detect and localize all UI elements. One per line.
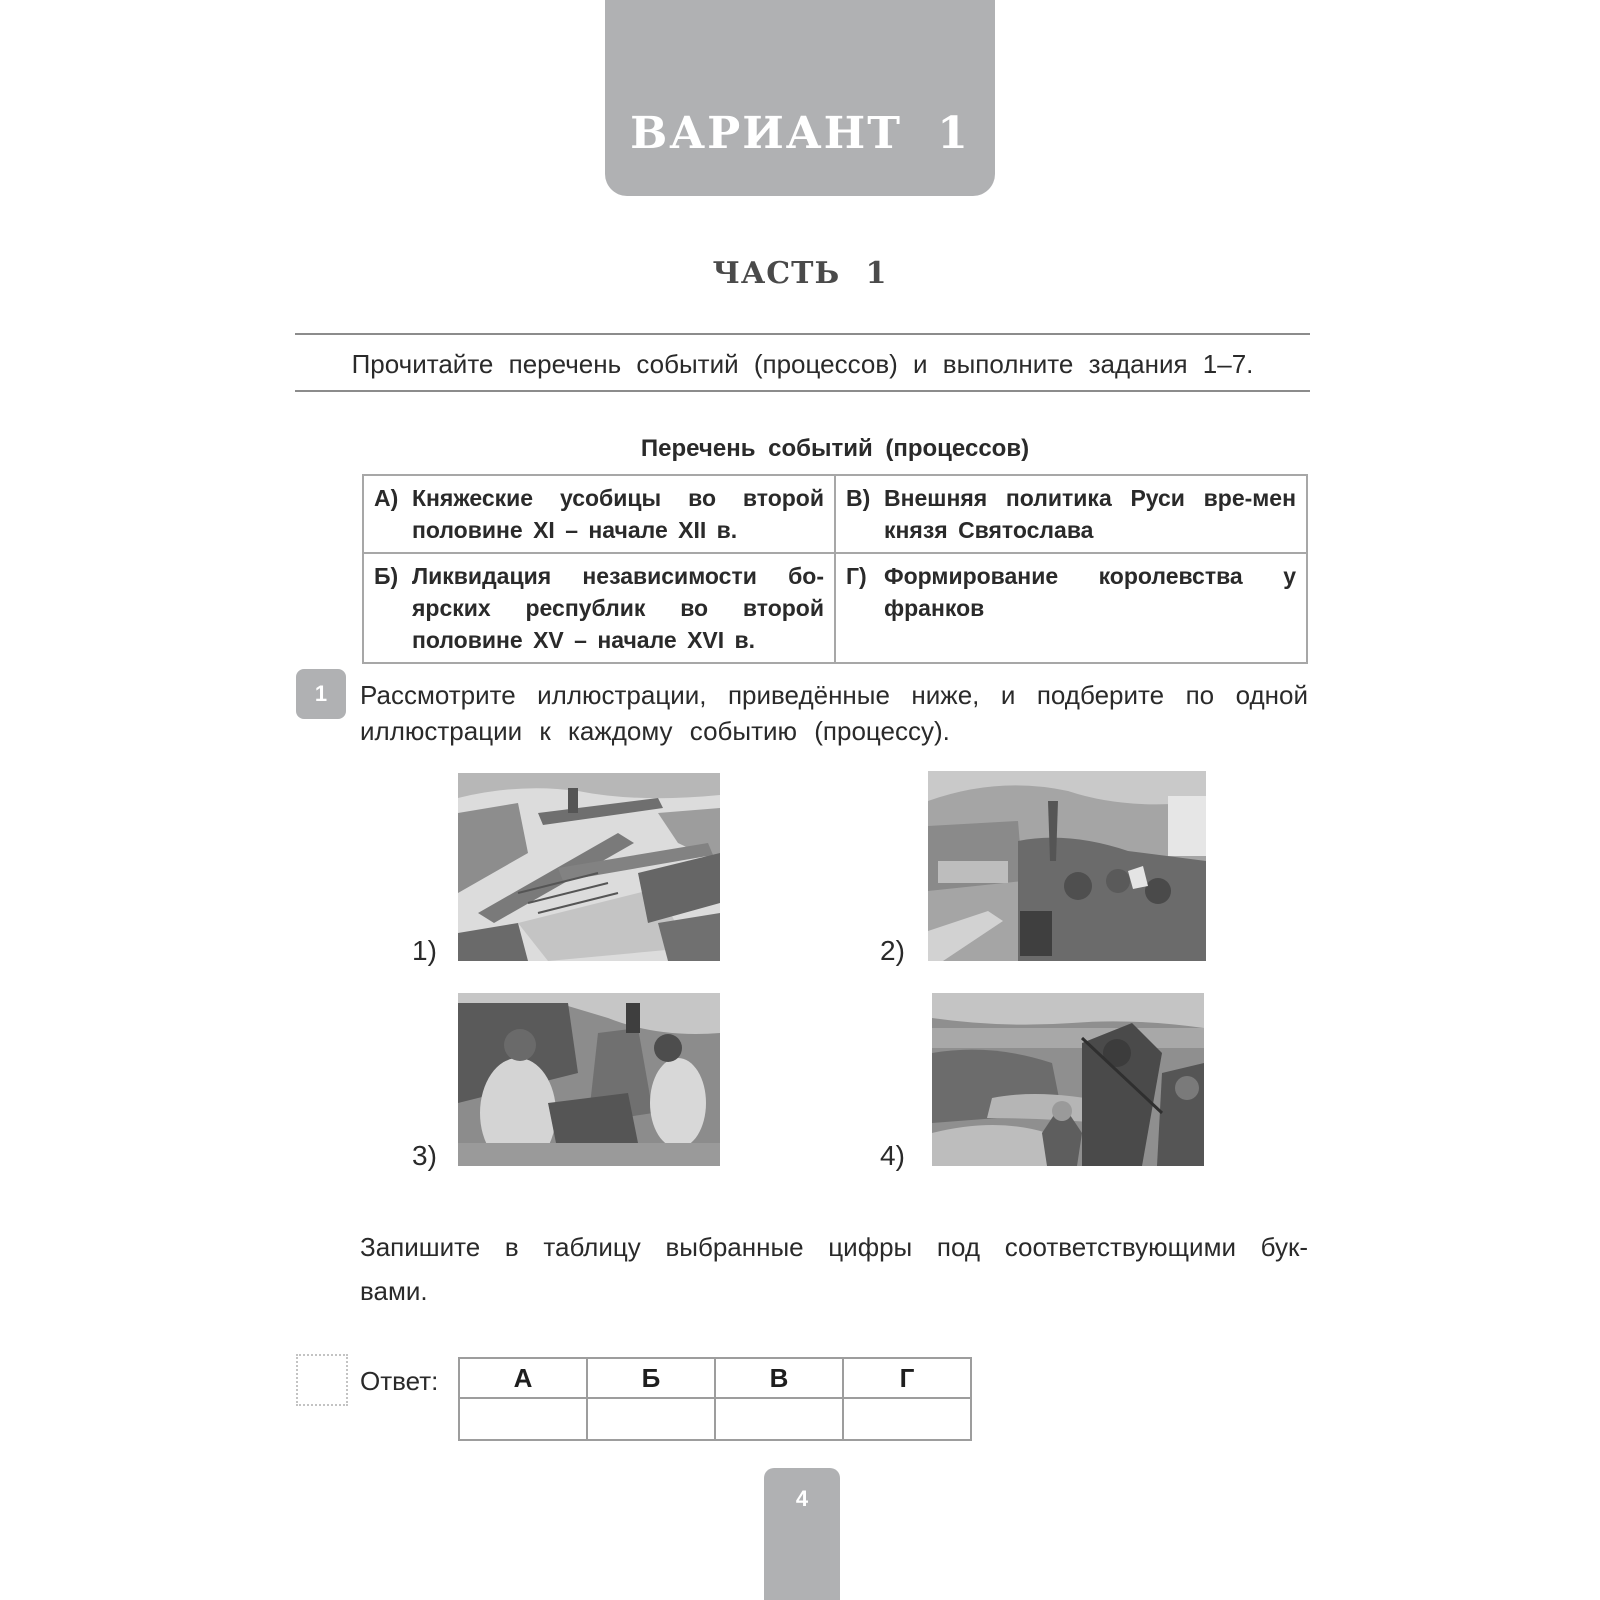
answer-cell-v[interactable]	[715, 1398, 843, 1440]
illustration-label: 4)	[880, 1140, 905, 1171]
events-list-title: Перечень событий (процессов)	[640, 435, 1030, 462]
task-text: Рассмотрите иллюстрации, приведённые ниже, и подберите по одной иллюстрации к каждому событию (процессу).	[360, 680, 1308, 746]
negotiation-painting-image	[458, 993, 720, 1166]
event-cell-v	[835, 475, 1307, 553]
answer-column-header: В	[715, 1358, 843, 1398]
event-cell-b	[363, 553, 835, 663]
task-number-badge: 1	[296, 669, 346, 719]
event-text: Внешняя политика Руси вре-мен князя Святослава	[884, 485, 1296, 543]
river-battle-painting-image	[932, 993, 1204, 1166]
event-letter: Г)	[846, 563, 867, 589]
event-letter: Б)	[374, 563, 399, 589]
instruction-text: Прочитайте перечень событий (процессов) и выполните задания 1–7.	[351, 349, 1254, 379]
answer-table	[458, 1357, 972, 1441]
event-text: Княжеские усобицы во второй половине XI – начале XII в.	[412, 485, 824, 543]
instruction-bottom-rule	[295, 390, 1310, 392]
monastery-engraving-image	[458, 773, 720, 961]
event-cell-a	[363, 475, 835, 553]
variant-title: ВАРИАНТ 1	[630, 108, 970, 159]
variant-header-tab	[605, 0, 995, 196]
answer-label: Ответ:	[360, 1366, 439, 1396]
events-table	[362, 474, 1308, 664]
answer-column-header: Г	[843, 1358, 971, 1398]
event-text: Формирование королевства у франков	[884, 563, 1296, 621]
city-assembly-engraving-image	[928, 771, 1206, 961]
answer-column-header: А	[459, 1358, 587, 1398]
illustration-label: 3)	[412, 1140, 437, 1171]
page-number: 4	[795, 1486, 809, 1511]
illustration-label: 1)	[412, 935, 437, 966]
event-cell-g	[835, 553, 1307, 663]
write-instruction: Запишите в таблицу выбранные цифры под соответствующими бук-вами.	[360, 1232, 1308, 1306]
score-box[interactable]	[296, 1354, 348, 1406]
answer-cell-g[interactable]	[843, 1398, 971, 1440]
illustration-label: 2)	[880, 935, 905, 966]
part-title: ЧАСТЬ 1	[712, 256, 888, 291]
answer-column-header: Б	[587, 1358, 715, 1398]
answer-cell-a[interactable]	[459, 1398, 587, 1440]
answer-cell-b[interactable]	[587, 1398, 715, 1440]
page-number-tab	[764, 1468, 840, 1600]
event-letter: В)	[846, 485, 871, 511]
event-letter: А)	[374, 485, 399, 511]
event-text: Ликвидация независимости бо-ярских республик во второй половине XV – начале XVI в.	[412, 563, 824, 653]
instruction-top-rule	[295, 333, 1310, 335]
